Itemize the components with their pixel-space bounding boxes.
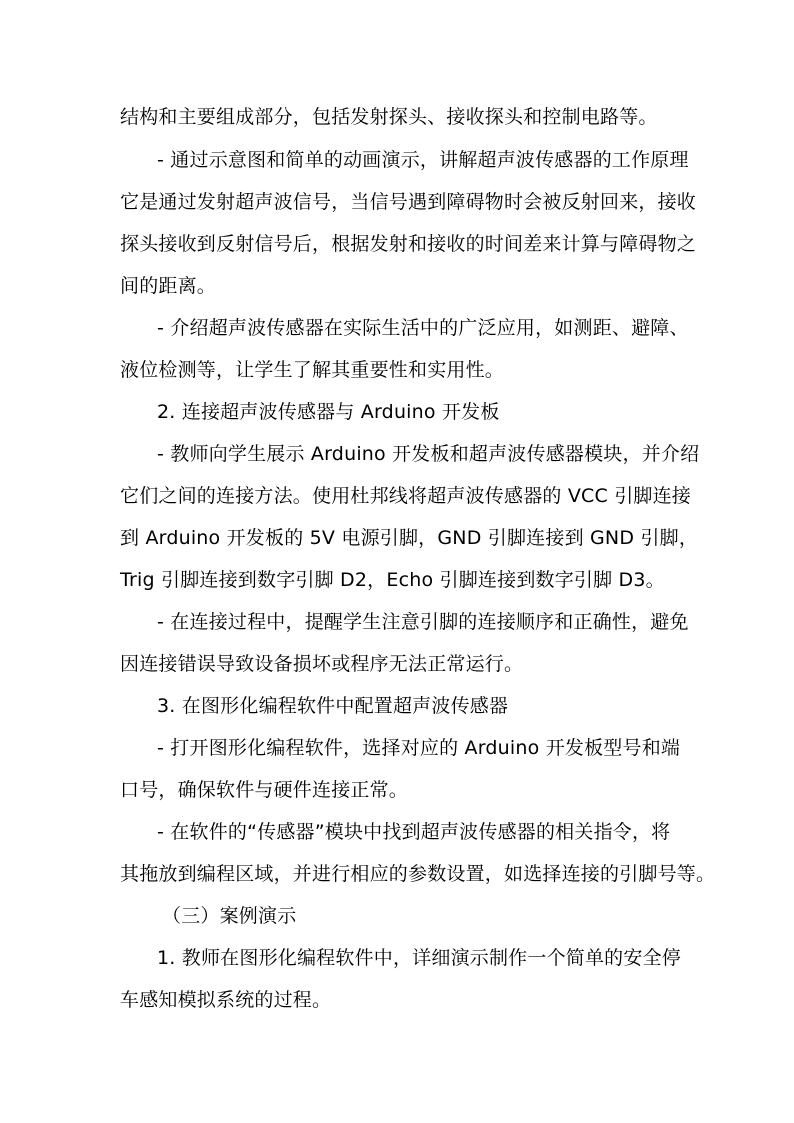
text-line: - 打开图形化编程软件，选择对应的 Arduino 开发板型号和端 bbox=[157, 737, 681, 759]
text-line: - 通过示意图和简单的动画演示，讲解超声波传感器的工作原理 bbox=[157, 149, 689, 171]
text-line: - 在软件的“传感器”模块中找到超声波传感器的相关指令，将 bbox=[157, 821, 671, 843]
text-line: 因连接错误导致设备损坏或程序无法正常运行。 bbox=[120, 653, 524, 675]
text-line: 其拖放到编程区域，并进行相应的参数设置，如选择连接的引脚号等。 bbox=[120, 863, 716, 885]
text-line: 1. 教师在图形化编程软件中，详细演示制作一个简单的安全停 bbox=[157, 947, 681, 969]
text-line: 探头接收到反射信号后，根据发射和接收的时间差来计算与障碍物之 bbox=[120, 233, 697, 255]
text-line: 它们之间的连接方法。使用杜邦线将超声波传感器的 VCC 引脚连接 bbox=[120, 485, 692, 507]
text-line: - 在连接过程中，提醒学生注意引脚的连接顺序和正确性，避免 bbox=[157, 611, 689, 633]
text-line: 口号，确保软件与硬件连接正常。 bbox=[120, 779, 409, 801]
text-line: 间的距离。 bbox=[120, 275, 217, 297]
text-line: 车感知模拟系统的过程。 bbox=[120, 989, 332, 1011]
heading-line: 2. 连接超声波传感器与 Arduino 开发板 bbox=[157, 401, 500, 423]
heading-line: 3. 在图形化编程软件中配置超声波传感器 bbox=[157, 695, 509, 717]
text-line: 液位检测等，让学生了解其重要性和实用性。 bbox=[120, 359, 505, 381]
text-line: 结构和主要组成部分，包括发射探头、接收探头和控制电路等。 bbox=[120, 106, 658, 128]
text-line: 它是通过发射超声波信号，当信号遇到障碍物时会被反射回来，接收 bbox=[120, 191, 697, 213]
text-line: - 教师向学生展示 Arduino 开发板和超声波传感器模块，并介绍 bbox=[157, 443, 700, 465]
text-line: 到 Arduino 开发板的 5V 电源引脚，GND 引脚连接到 GND 引脚， bbox=[120, 527, 699, 549]
text-line: - 介绍超声波传感器在实际生活中的广泛应用，如测距、避障、 bbox=[157, 317, 689, 339]
section-heading: （三）案例演示 bbox=[162, 905, 297, 927]
text-line: Trig 引脚连接到数字引脚 D2，Echo 引脚连接到数字引脚 D3。 bbox=[120, 569, 665, 591]
